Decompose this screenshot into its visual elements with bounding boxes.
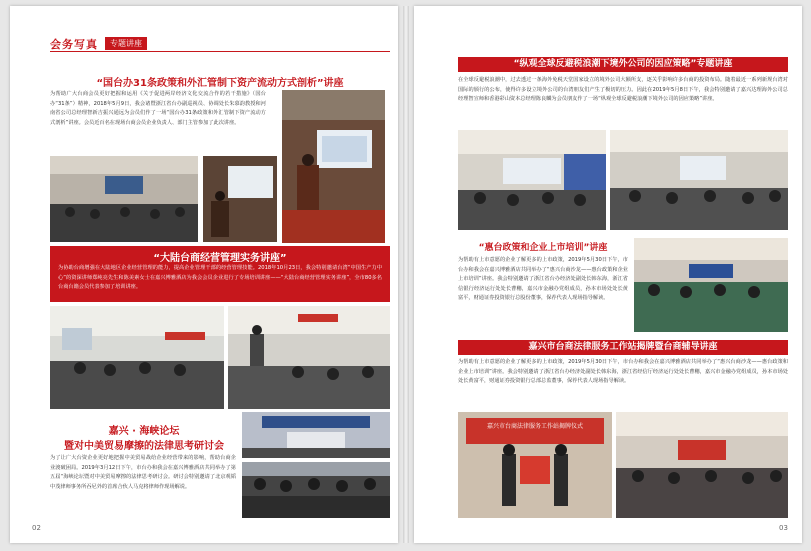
- workshop-3-title: 嘉兴市台商法律服务工作站揭牌暨台商辅导讲座: [458, 340, 788, 355]
- seminar-1-body: 在全球反避税浪潮中，过去透过一条海外免税天堂国家设立的境外公司大额所支，逐关乎影响许多台商的投资布局。随着最近一系列新规台湾对国际的颁行的公布，使得许多设立境外公司的台湾朋友们产生了极切的压力。因此在2019年5月8日下午，我会特别邀请了嘉兴达理海外公司总经理智宣师和香港彩山资本总经理陈良麟为会员朋友作了一场“纵观全球反避税浪潮下境外公司的因应策略”讲座。: [458, 77, 788, 103]
- photo-training-room-2: [228, 306, 390, 409]
- photo-speaker-stage: [282, 90, 385, 243]
- book-spine: [403, 6, 409, 543]
- lecture-2-body: 为协助台商增强在大陆地区企业经营管理的能力，提高企业管理干部的经营管理技能。2018年10月23日，我会特别邀请台湾“中国生产力中心”的资深讲师郑纯亮先生和陈美素女士在嘉兴博雅酒店为我会会员企业进行了专场培训讲座——“大陆台商经营管理实务讲座”，全市80多名台商台籍会员代表参加了培训讲座。: [58, 265, 382, 291]
- seminar-2-title: “惠台政策和企业上市培训”讲座: [478, 243, 608, 253]
- photo-speaker-podium: [203, 156, 277, 242]
- photo-seminar-room-1: [458, 130, 606, 230]
- photo-training-hall: [634, 238, 788, 332]
- lecture-3-body: 为了让广大台资企业更好地把握中美贸易战给企业经营带来的影响，帮助台商企业渡破困局。2019年3月12日下午，市台办和我会在嘉兴博雅酒店共同举办了第五届“海峡论坛暨对中美贸易摩擦的法律思考研讨会。研讨会特别邀请了北京观韬中茂律师事务所吞尼外的首席合伙人马克将律师作现场解说。: [50, 455, 236, 490]
- photo-seminar-room-2: [610, 130, 788, 230]
- photo-counseling-lecture: [616, 412, 788, 518]
- photo-training-room-1: [50, 306, 224, 409]
- photo-forum-audience: [242, 462, 390, 518]
- right-page: [414, 6, 802, 543]
- page-number-left: 02: [32, 524, 41, 532]
- header-rule: [50, 51, 390, 52]
- page-number-right: 03: [779, 524, 788, 532]
- photo-banner-text: 嘉兴市台商法律服务工作站揭牌仪式: [486, 423, 583, 430]
- lecture-1-title: “国台办31条政策和外汇管制下资产流动方式剖析”讲座: [96, 78, 344, 89]
- lecture-1-body: 为帮助广大台商会员更好把握和运用《关于促进两岸经济文化交流合作的若干措施》（国台办“31条”）精神，2018年5月9日，我会诸暨浙江省台办副巡视员、协调处长朱慕韵教授和河南省公司总经理智新吉振兴通远为会员们作了一场“国台办31条政策和外汇管制下资产流动方式剖析”讲座。会员近百名在现场台商会员企业负责人、部门主管参加了此次讲座。: [50, 91, 266, 126]
- lecture-3-title-line-1: 嘉兴 · 海峡论坛: [108, 426, 180, 437]
- lecture-2-title: “大陆台商经营管理实务讲座”: [153, 253, 287, 264]
- left-page: [10, 6, 398, 543]
- photo-forum-stage: [242, 412, 390, 458]
- photo-lecture-hall-1: [50, 156, 198, 242]
- section-heading: 会务写真: [50, 38, 98, 51]
- section-tag: 专题讲座: [105, 37, 147, 50]
- lecture-3-title-line-2: 暨对中美贸易摩擦的法律思考研讨会: [64, 441, 224, 452]
- workshop-3-body: 为帮助有上市意愿的企业了解更多的上市政策，2019年5月30日下午，市台办和我会在嘉兴博雅酒店共同举办了“惠兴台商沙龙——惠台政策和企业上市培训”讲座。我会特别邀请了浙江省台办经济处副处长韩东海，浙江省经信厅经济运行处处长曹穗，嘉兴市金融办党组成员，孙本市场处处长黄富平，财通证券投资银行总部总监董事，保荐代表人现场指导解读。: [458, 359, 788, 385]
- seminar-2-body: 为帮助有上市意愿的企业了解更多的上市政策，2019年5月30日下午，市台办和我会在嘉兴博雅酒店共同举办了“惠兴台商沙龙——惠台政策和企业上市培训”讲座。我会特别邀请了浙江省台办经济处副处长韩东海，浙江省信银行经济运行处处长曹穗，嘉兴市金融办党组成员，孙本市场处处长黄富平，财通证券投资银行总股份董事，保荐代表人现场指导解读。: [458, 257, 628, 302]
- seminar-1-title: “纵观全球反避税浪潮下境外公司的因应策略”专题讲座: [458, 57, 788, 72]
